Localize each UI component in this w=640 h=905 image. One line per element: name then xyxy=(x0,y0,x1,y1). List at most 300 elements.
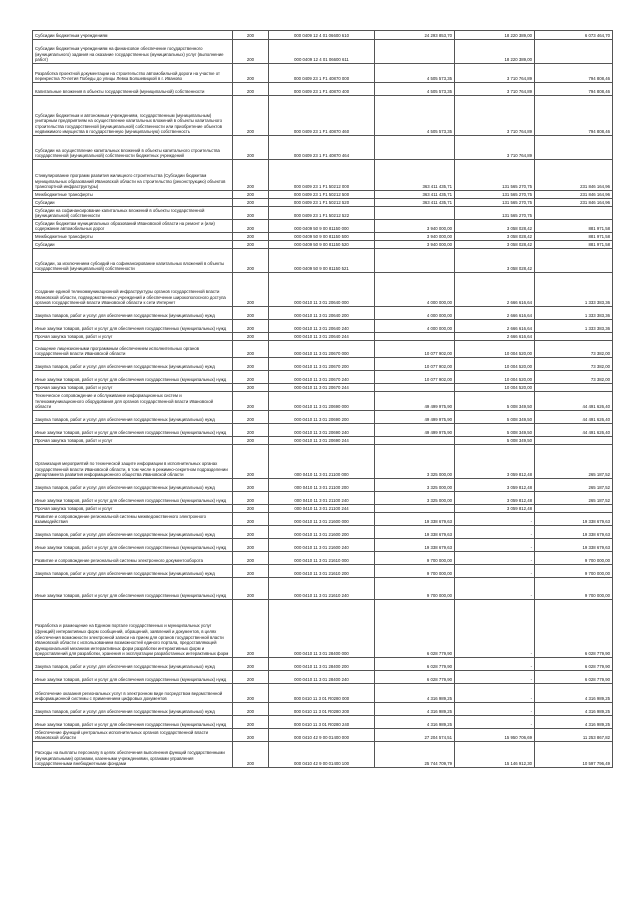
row-unexecuted-cell: 881 971,58 xyxy=(535,233,613,241)
row-budget-code-cell: 000 0409 23 1 F1 50212 500 xyxy=(269,191,375,199)
budget-execution-table xyxy=(32,30,613,768)
row-unexecuted-cell: 10 597 796,49 xyxy=(535,742,613,768)
row-budget-code-cell: 000 0410 11 3 01 R0280 000 xyxy=(269,684,375,703)
table-row xyxy=(33,384,613,392)
table-row xyxy=(33,729,613,742)
row-admin-code-cell: 200 xyxy=(233,729,269,742)
row-approved-cell: 4 316 989,25 xyxy=(375,716,455,729)
row-unexecuted-cell: 4 316 989,25 xyxy=(535,716,613,729)
row-unexecuted-cell: 73 382,00 xyxy=(535,371,613,384)
table-row xyxy=(33,671,613,684)
row-approved-cell: 6 028 779,90 xyxy=(375,600,455,658)
row-name-cell: Создание единой телекоммуникационной инфраструктуры органов государственной власти Ивановской области, подведомственных учреждений и обеспечение широкополосного доступа органов государственной власти Ивановской области к сети Интернет xyxy=(33,273,233,307)
row-executed-cell: 3 710 764,89 xyxy=(455,96,535,136)
row-name-cell: Иные закупки товаров, работ и услуг для обеспечения государственных (муниципальных) нужд xyxy=(33,539,233,552)
row-executed-cell: 10 004 520,00 xyxy=(455,358,535,371)
row-admin-code-cell: 200 xyxy=(233,658,269,671)
row-unexecuted-cell: 265 187,52 xyxy=(535,492,613,505)
row-admin-code-cell: 200 xyxy=(233,371,269,384)
row-admin-code-cell: 200 xyxy=(233,445,269,479)
row-executed-cell: 3 059 812,48 xyxy=(455,492,535,505)
row-name-cell: Закупка товаров, работ и услуг для обеспечения государственных (муниципальных) нужд xyxy=(33,307,233,320)
row-approved-cell: 10 077 902,00 xyxy=(375,358,455,371)
table-row xyxy=(33,424,613,437)
row-budget-code-cell: 000 0410 11 3 01 20690 200 xyxy=(269,411,375,424)
row-unexecuted-cell xyxy=(535,333,613,341)
row-admin-code-cell: 200 xyxy=(233,703,269,716)
row-approved-cell: 3 940 000,00 xyxy=(375,233,455,241)
row-executed-cell: 2 666 616,64 xyxy=(455,333,535,341)
table-row xyxy=(33,307,613,320)
row-name-cell: Субсидии бюджетным учреждениям на финансовое обеспечение государственного (муниципального) задания на оказание государственных (муниципальных) услуг (выполнение работ) xyxy=(33,40,233,64)
table-row xyxy=(33,233,613,241)
row-budget-code-cell: 000 0409 23 1 F1 40870 000 xyxy=(269,64,375,83)
row-executed-cell: 3 710 764,89 xyxy=(455,83,535,96)
row-approved-cell: 19 338 679,63 xyxy=(375,513,455,526)
table-row xyxy=(33,358,613,371)
row-executed-cell: 18 220 389,00 xyxy=(455,31,535,40)
row-approved-cell: 6 028 779,90 xyxy=(375,671,455,684)
table-row xyxy=(33,539,613,552)
row-unexecuted-cell: 44 491 626,40 xyxy=(535,392,613,411)
row-budget-code-cell: 000 0409 50 9 00 81150 500 xyxy=(269,233,375,241)
table-row xyxy=(33,31,613,40)
row-executed-cell: 2 666 616,64 xyxy=(455,307,535,320)
row-name-cell: Закупка товаров, работ и услуг для обеспечения государственных (муниципальных) нужд xyxy=(33,526,233,539)
row-approved-cell: 10 077 902,00 xyxy=(375,341,455,358)
row-admin-code-cell: 200 xyxy=(233,191,269,199)
row-budget-code-cell: 000 0410 11 3 01 21610 240 xyxy=(269,578,375,600)
row-name-cell: Субсидии, за исключением субсидий на софинансирование капитальных вложений в объекты государственной (муниципальной) собственности xyxy=(33,249,233,273)
row-executed-cell: 15 146 912,30 xyxy=(455,742,535,768)
row-executed-cell: - xyxy=(455,716,535,729)
row-approved-cell: 4 000 000,00 xyxy=(375,307,455,320)
row-executed-cell: - xyxy=(455,703,535,716)
row-name-cell: Стимулирование программ развития жилищного строительства (Субсидии бюджетам муниципальных образований Ивановской области на строительство (реконструкцию) объектов транспортной инфраструктуры) xyxy=(33,160,233,191)
row-executed-cell: 131 565 270,75 xyxy=(455,199,535,207)
row-budget-code-cell: 000 0409 23 1 F1 40870 464 xyxy=(269,136,375,160)
table-row xyxy=(33,341,613,358)
row-name-cell: Расходы на выплаты персоналу в целях обеспечения выполнения функций государственными (муниципальными) органами, казенными учреждениями, органами управления государственными внебюджетными фондами xyxy=(33,742,233,768)
row-budget-code-cell: 000 0410 11 3 01 20690 000 xyxy=(269,392,375,411)
row-budget-code-cell: 000 0410 42 9 00 01400 000 xyxy=(269,729,375,742)
row-budget-code-cell: 000 0410 11 3 01 21600 240 xyxy=(269,539,375,552)
row-unexecuted-cell: 19 338 679,63 xyxy=(535,539,613,552)
row-name-cell: Иные закупки товаров, работ и услуг для обеспечения государственных (муниципальных) нужд xyxy=(33,578,233,600)
row-budget-code-cell: 000 0410 11 3 01 21600 200 xyxy=(269,526,375,539)
row-admin-code-cell: 200 xyxy=(233,207,269,220)
row-budget-code-cell: 000 0409 23 1 F1 50212 000 xyxy=(269,160,375,191)
row-name-cell: Субсидии бюджетам муниципальных образований Ивановской области на ремонт и (или) содержание автомобильных дорог xyxy=(33,220,233,233)
row-unexecuted-cell: 1 333 383,36 xyxy=(535,307,613,320)
row-executed-cell: 3 059 812,48 xyxy=(455,445,535,479)
row-admin-code-cell: 200 xyxy=(233,513,269,526)
row-name-cell: Закупка товаров, работ и услуг для обеспечения государственных (муниципальных) нужд xyxy=(33,658,233,671)
table-row xyxy=(33,241,613,249)
row-name-cell: Закупка товаров, работ и услуг для обеспечения государственных (муниципальных) нужд xyxy=(33,479,233,492)
table-row xyxy=(33,703,613,716)
row-unexecuted-cell: 73 382,00 xyxy=(535,358,613,371)
row-unexecuted-cell: 9 700 000,00 xyxy=(535,578,613,600)
row-budget-code-cell: 000 0410 11 3 01 21100 200 xyxy=(269,479,375,492)
row-approved-cell: 363 411 435,71 xyxy=(375,199,455,207)
row-unexecuted-cell: 44 491 626,40 xyxy=(535,424,613,437)
row-name-cell: Развитие и сопровождение региональной системы электронного документооборота xyxy=(33,552,233,565)
row-name-cell: Межбюджетные трансферты xyxy=(33,233,233,241)
row-budget-code-cell: 000 0410 11 3 01 21600 000 xyxy=(269,513,375,526)
row-unexecuted-cell: 1 333 383,36 xyxy=(535,320,613,333)
row-unexecuted-cell: 231 846 164,96 xyxy=(535,191,613,199)
row-executed-cell: - xyxy=(455,565,535,578)
table-row xyxy=(33,578,613,600)
row-unexecuted-cell: 231 846 164,96 xyxy=(535,199,613,207)
row-budget-code-cell: 000 0410 11 3 01 20640 000 xyxy=(269,273,375,307)
table-row xyxy=(33,64,613,83)
row-executed-cell: 5 008 349,50 xyxy=(455,411,535,424)
row-admin-code-cell: 200 xyxy=(233,742,269,768)
row-approved-cell: 49 499 975,90 xyxy=(375,424,455,437)
row-name-cell: Разработка и размещение на Едином портале государственных и муниципальных услуг (функций) интерактивных форм сообщений, обращений, заявлений и документов, в целях обеспечения возможности электронной записи на прием для органов государственной власти Ивановской области с использованием возможностей единого портала, предоставляющей функциональной механизм интерактивных форм разработки интерактивных форм и предоставлений для разработки, хранения и эксплуатации разработанных интерактивных форм xyxy=(33,600,233,658)
table-body xyxy=(33,31,613,768)
row-name-cell: Прочая закупка товаров, работ и услуг xyxy=(33,437,233,445)
row-approved-cell: 9 700 000,00 xyxy=(375,565,455,578)
row-executed-cell: 3 710 764,89 xyxy=(455,136,535,160)
row-name-cell: Снащение лицензионными программным обеспечением исполнительных органов государственной власти Ивановской области xyxy=(33,341,233,358)
row-unexecuted-cell xyxy=(535,40,613,64)
table-row xyxy=(33,600,613,658)
row-admin-code-cell: 200 xyxy=(233,411,269,424)
row-executed-cell: 18 220 389,00 xyxy=(455,40,535,64)
row-approved-cell: 9 700 000,00 xyxy=(375,552,455,565)
row-name-cell: Прочая закупка товаров, работ и услуг xyxy=(33,333,233,341)
table-row xyxy=(33,479,613,492)
row-approved-cell xyxy=(375,249,455,273)
row-budget-code-cell: 000 0409 23 1 F1 50212 522 xyxy=(269,207,375,220)
table-row xyxy=(33,320,613,333)
row-admin-code-cell: 200 xyxy=(233,249,269,273)
row-admin-code-cell: 200 xyxy=(233,437,269,445)
row-approved-cell: 4 505 573,35 xyxy=(375,64,455,83)
row-budget-code-cell: 000 0410 11 3 01 20690 244 xyxy=(269,437,375,445)
row-name-cell: Закупка товаров, работ и услуг для обеспечения государственных (муниципальных) нужд xyxy=(33,411,233,424)
row-unexecuted-cell: 265 187,52 xyxy=(535,445,613,479)
row-budget-code-cell: 000 0410 11 3 01 20640 244 xyxy=(269,333,375,341)
row-executed-cell: 10 004 520,00 xyxy=(455,371,535,384)
row-unexecuted-cell: 6 028 779,90 xyxy=(535,600,613,658)
row-admin-code-cell: 200 xyxy=(233,307,269,320)
row-unexecuted-cell: 19 338 679,63 xyxy=(535,526,613,539)
row-name-cell: Межбюджетные трансферты xyxy=(33,191,233,199)
row-executed-cell: 3 058 028,42 xyxy=(455,233,535,241)
row-executed-cell: 3 059 812,48 xyxy=(455,479,535,492)
row-name-cell: Техническое сопровождение и обслуживание информационных систем и телекоммуникационного оборудования для органов государственной власти Ивановской области xyxy=(33,392,233,411)
row-unexecuted-cell: 1 333 383,36 xyxy=(535,273,613,307)
row-unexecuted-cell: 4 316 989,25 xyxy=(535,703,613,716)
row-unexecuted-cell: 265 187,52 xyxy=(535,479,613,492)
row-approved-cell xyxy=(375,136,455,160)
row-unexecuted-cell: 794 808,46 xyxy=(535,64,613,83)
row-approved-cell: 19 338 679,63 xyxy=(375,526,455,539)
row-budget-code-cell: 000 0409 50 9 00 81150 521 xyxy=(269,249,375,273)
row-approved-cell: 49 499 975,90 xyxy=(375,392,455,411)
row-unexecuted-cell: 794 808,46 xyxy=(535,83,613,96)
row-budget-code-cell: 000 0410 11 3 01 21100 244 xyxy=(269,505,375,513)
row-budget-code-cell: 000 0410 11 3 01 20670 240 xyxy=(269,371,375,384)
row-name-cell: Субсидии xyxy=(33,241,233,249)
row-budget-code-cell: 000 0410 42 9 00 01400 100 xyxy=(269,742,375,768)
table-row xyxy=(33,392,613,411)
row-unexecuted-cell: 6 028 779,90 xyxy=(535,658,613,671)
table-row xyxy=(33,136,613,160)
row-unexecuted-cell xyxy=(535,505,613,513)
row-executed-cell: 5 008 349,50 xyxy=(455,437,535,445)
row-unexecuted-cell: 44 491 626,40 xyxy=(535,411,613,424)
row-executed-cell: - xyxy=(455,539,535,552)
row-budget-code-cell: 000 0410 11 3 01 20640 200 xyxy=(269,307,375,320)
row-approved-cell: 4 505 573,35 xyxy=(375,83,455,96)
row-budget-code-cell: 000 0410 11 3 01 20670 244 xyxy=(269,384,375,392)
row-name-cell: Иные закупки товаров, работ и услуг для обеспечения государственных (муниципальных) нужд xyxy=(33,424,233,437)
row-admin-code-cell: 200 xyxy=(233,479,269,492)
row-approved-cell xyxy=(375,505,455,513)
table-row xyxy=(33,513,613,526)
table-row xyxy=(33,220,613,233)
row-admin-code-cell: 200 xyxy=(233,424,269,437)
row-name-cell: Разработка проектной документации на строительство автомобильной дороги на участке от перекрестка 70-летия Победы до улицы Левка Болшевицкой в г. Иваново xyxy=(33,64,233,83)
row-budget-code-cell: 000 0409 50 9 00 81150 520 xyxy=(269,241,375,249)
row-name-cell: Обеспечение функций центральных исполнительных органов государственной власти Ивановской области xyxy=(33,729,233,742)
row-approved-cell: 25 744 709,79 xyxy=(375,742,455,768)
table-row xyxy=(33,249,613,273)
row-executed-cell: 3 058 028,42 xyxy=(455,220,535,233)
row-approved-cell: 6 028 779,90 xyxy=(375,658,455,671)
row-approved-cell: 3 325 000,00 xyxy=(375,492,455,505)
row-admin-code-cell: 200 xyxy=(233,160,269,191)
row-unexecuted-cell: 9 700 000,00 xyxy=(535,552,613,565)
row-executed-cell: 2 666 616,64 xyxy=(455,273,535,307)
row-admin-code-cell: 200 xyxy=(233,233,269,241)
row-approved-cell: 3 325 000,00 xyxy=(375,445,455,479)
row-executed-cell: 3 059 812,48 xyxy=(455,505,535,513)
table-row xyxy=(33,40,613,64)
row-approved-cell: 3 325 000,00 xyxy=(375,479,455,492)
row-budget-code-cell: 000 0410 11 3 01 20670 000 xyxy=(269,341,375,358)
row-unexecuted-cell: 9 700 000,00 xyxy=(535,565,613,578)
row-admin-code-cell: 200 xyxy=(233,358,269,371)
row-admin-code-cell: 200 xyxy=(233,671,269,684)
table-row xyxy=(33,273,613,307)
row-name-cell: Прочая закупка товаров, работ и услуг xyxy=(33,505,233,513)
row-unexecuted-cell: 6 073 464,70 xyxy=(535,31,613,40)
row-budget-code-cell: 000 0410 11 3 01 21610 000 xyxy=(269,552,375,565)
row-admin-code-cell: 200 xyxy=(233,565,269,578)
row-name-cell: Капитальные вложения в объекты государственной (муниципальной) собственности xyxy=(33,83,233,96)
row-approved-cell: 49 499 975,90 xyxy=(375,411,455,424)
table-row xyxy=(33,742,613,768)
row-approved-cell: 4 316 989,25 xyxy=(375,703,455,716)
row-executed-cell: 5 008 349,50 xyxy=(455,424,535,437)
row-approved-cell: 27 204 574,51 xyxy=(375,729,455,742)
row-budget-code-cell: 000 0410 11 3 01 21610 200 xyxy=(269,565,375,578)
table-row xyxy=(33,505,613,513)
row-name-cell: Организация мероприятий по технической защите информации в исполнительных органах государственной власти Ивановской области, в том числе в режимно-секретном подразделении Департамента развития информационного общества Ивановской области xyxy=(33,445,233,479)
row-approved-cell: 19 338 679,63 xyxy=(375,539,455,552)
row-admin-code-cell: 200 xyxy=(233,241,269,249)
row-executed-cell: 3 710 764,89 xyxy=(455,64,535,83)
row-unexecuted-cell: 881 971,58 xyxy=(535,220,613,233)
row-executed-cell: - xyxy=(455,526,535,539)
row-approved-cell: 3 940 000,00 xyxy=(375,220,455,233)
table-row xyxy=(33,96,613,136)
row-budget-code-cell: 000 0410 11 3 01 28400 000 xyxy=(269,600,375,658)
row-approved-cell: 4 000 000,00 xyxy=(375,320,455,333)
row-admin-code-cell: 200 xyxy=(233,341,269,358)
row-unexecuted-cell: 4 316 989,25 xyxy=(535,684,613,703)
row-approved-cell: 10 077 902,00 xyxy=(375,371,455,384)
row-executed-cell: - xyxy=(455,684,535,703)
row-admin-code-cell: 200 xyxy=(233,600,269,658)
row-admin-code-cell: 200 xyxy=(233,96,269,136)
table-row xyxy=(33,492,613,505)
row-admin-code-cell: 200 xyxy=(233,320,269,333)
row-budget-code-cell: 000 0409 50 9 00 81150 000 xyxy=(269,220,375,233)
row-admin-code-cell: 200 xyxy=(233,384,269,392)
row-admin-code-cell: 200 xyxy=(233,31,269,40)
row-approved-cell: 24 293 853,70 xyxy=(375,31,455,40)
row-budget-code-cell: 000 0410 11 3 01 R0280 200 xyxy=(269,703,375,716)
row-executed-cell: - xyxy=(455,513,535,526)
table-row xyxy=(33,526,613,539)
row-executed-cell: 131 565 270,75 xyxy=(455,160,535,191)
table-row xyxy=(33,160,613,191)
row-admin-code-cell: 200 xyxy=(233,505,269,513)
row-unexecuted-cell: 794 808,46 xyxy=(535,96,613,136)
row-executed-cell: - xyxy=(455,658,535,671)
row-approved-cell: 3 940 000,00 xyxy=(375,241,455,249)
row-budget-code-cell: 000 0409 23 1 F1 50212 520 xyxy=(269,199,375,207)
row-budget-code-cell: 000 0409 12 4 01 06600 610 xyxy=(269,31,375,40)
row-approved-cell: 9 700 000,00 xyxy=(375,578,455,600)
row-admin-code-cell: 200 xyxy=(233,539,269,552)
row-name-cell: Иные закупки товаров, работ и услуг для обеспечения государственных (муниципальных) нужд xyxy=(33,371,233,384)
row-approved-cell xyxy=(375,333,455,341)
row-unexecuted-cell xyxy=(535,207,613,220)
row-unexecuted-cell: 73 382,00 xyxy=(535,341,613,358)
table-row xyxy=(33,445,613,479)
row-name-cell: Иные закупки товаров, работ и услуг для обеспечения государственных (муниципальных) нужд xyxy=(33,671,233,684)
row-unexecuted-cell xyxy=(535,384,613,392)
row-admin-code-cell: 200 xyxy=(233,684,269,703)
row-admin-code-cell: 200 xyxy=(233,40,269,64)
row-executed-cell: 131 565 270,75 xyxy=(455,207,535,220)
row-unexecuted-cell: 881 971,58 xyxy=(535,241,613,249)
row-name-cell: Закупка товаров, работ и услуг для обеспечения государственных (муниципальных) нужд xyxy=(33,565,233,578)
row-unexecuted-cell: 231 846 164,96 xyxy=(535,160,613,191)
row-name-cell: Обеспечение оказания региональных услуг в электронном виде посредством ведомственной информационной системы с применением цифровых документов xyxy=(33,684,233,703)
row-approved-cell xyxy=(375,207,455,220)
row-unexecuted-cell: 19 338 679,63 xyxy=(535,513,613,526)
table-row xyxy=(33,207,613,220)
row-unexecuted-cell xyxy=(535,437,613,445)
table-row xyxy=(33,411,613,424)
row-admin-code-cell: 200 xyxy=(233,220,269,233)
row-executed-cell: 3 058 028,42 xyxy=(455,249,535,273)
row-approved-cell: 4 316 989,25 xyxy=(375,684,455,703)
row-name-cell: Иные закупки товаров, работ и услуг для обеспечения государственных (муниципальных) нужд xyxy=(33,716,233,729)
row-approved-cell: 363 411 435,71 xyxy=(375,191,455,199)
table-row xyxy=(33,716,613,729)
row-executed-cell: 2 666 616,64 xyxy=(455,320,535,333)
row-name-cell: Субсидии бюджетным учреждениям xyxy=(33,31,233,40)
row-executed-cell: 10 004 520,00 xyxy=(455,341,535,358)
row-budget-code-cell: 000 0410 11 3 01 20690 240 xyxy=(269,424,375,437)
row-approved-cell: 363 411 435,71 xyxy=(375,160,455,191)
row-name-cell: Субсидии xyxy=(33,199,233,207)
row-approved-cell: 4 505 573,35 xyxy=(375,96,455,136)
row-admin-code-cell: 200 xyxy=(233,273,269,307)
row-approved-cell xyxy=(375,40,455,64)
row-unexecuted-cell: 11 253 867,82 xyxy=(535,729,613,742)
row-name-cell: Субсидии на осуществление капитальных вложений в объекты капитального строительства государственной (муниципальной) собственности бюджетных учреждений xyxy=(33,136,233,160)
table-row xyxy=(33,552,613,565)
row-approved-cell xyxy=(375,384,455,392)
row-budget-code-cell: 000 0410 11 3 01 20640 240 xyxy=(269,320,375,333)
row-admin-code-cell: 200 xyxy=(233,136,269,160)
table-row xyxy=(33,437,613,445)
row-executed-cell: - xyxy=(455,578,535,600)
row-admin-code-cell: 200 xyxy=(233,392,269,411)
row-admin-code-cell: 200 xyxy=(233,199,269,207)
row-executed-cell: 5 008 349,50 xyxy=(455,392,535,411)
row-name-cell: Закупка товаров, работ и услуг для обеспечения государственных (муниципальных) нужд xyxy=(33,358,233,371)
row-executed-cell: 10 004 520,00 xyxy=(455,384,535,392)
row-name-cell: Развитие и сопровождение региональной системы межведомственного электронного взаимодействия xyxy=(33,513,233,526)
row-unexecuted-cell xyxy=(535,136,613,160)
row-name-cell: Закупка товаров, работ и услуг для обеспечения государственных (муниципальных) нужд xyxy=(33,703,233,716)
row-budget-code-cell: 000 0409 12 4 01 06600 611 xyxy=(269,40,375,64)
row-name-cell: Субсидии на софинансирование капитальных вложений в объекты государственной (муниципальной) собственности xyxy=(33,207,233,220)
row-executed-cell: - xyxy=(455,552,535,565)
row-admin-code-cell: 200 xyxy=(233,83,269,96)
row-unexecuted-cell: 6 028 779,90 xyxy=(535,671,613,684)
row-executed-cell: - xyxy=(455,600,535,658)
row-budget-code-cell: 000 0409 23 1 F1 40870 400 xyxy=(269,83,375,96)
row-admin-code-cell: 200 xyxy=(233,716,269,729)
row-budget-code-cell: 000 0410 11 3 01 21100 000 xyxy=(269,445,375,479)
row-executed-cell: 3 058 028,42 xyxy=(455,241,535,249)
row-budget-code-cell: 000 0410 11 3 01 20670 200 xyxy=(269,358,375,371)
row-budget-code-cell: 000 0410 11 3 01 28400 240 xyxy=(269,671,375,684)
row-approved-cell: 4 000 000,00 xyxy=(375,273,455,307)
row-name-cell: Прочая закупка товаров, работ и услуг xyxy=(33,384,233,392)
row-budget-code-cell: 000 0410 11 3 01 28400 200 xyxy=(269,658,375,671)
row-unexecuted-cell xyxy=(535,249,613,273)
budget-table-page xyxy=(32,30,612,768)
table-row xyxy=(33,83,613,96)
table-row xyxy=(33,199,613,207)
table-row xyxy=(33,658,613,671)
table-row xyxy=(33,565,613,578)
row-budget-code-cell: 000 0410 11 3 01 R0280 240 xyxy=(269,716,375,729)
row-admin-code-cell: 200 xyxy=(233,64,269,83)
table-row xyxy=(33,191,613,199)
row-admin-code-cell: 200 xyxy=(233,492,269,505)
row-admin-code-cell: 200 xyxy=(233,578,269,600)
row-budget-code-cell: 000 0410 11 3 01 21100 240 xyxy=(269,492,375,505)
row-admin-code-cell: 200 xyxy=(233,552,269,565)
row-executed-cell: 15 950 706,69 xyxy=(455,729,535,742)
row-admin-code-cell: 200 xyxy=(233,333,269,341)
